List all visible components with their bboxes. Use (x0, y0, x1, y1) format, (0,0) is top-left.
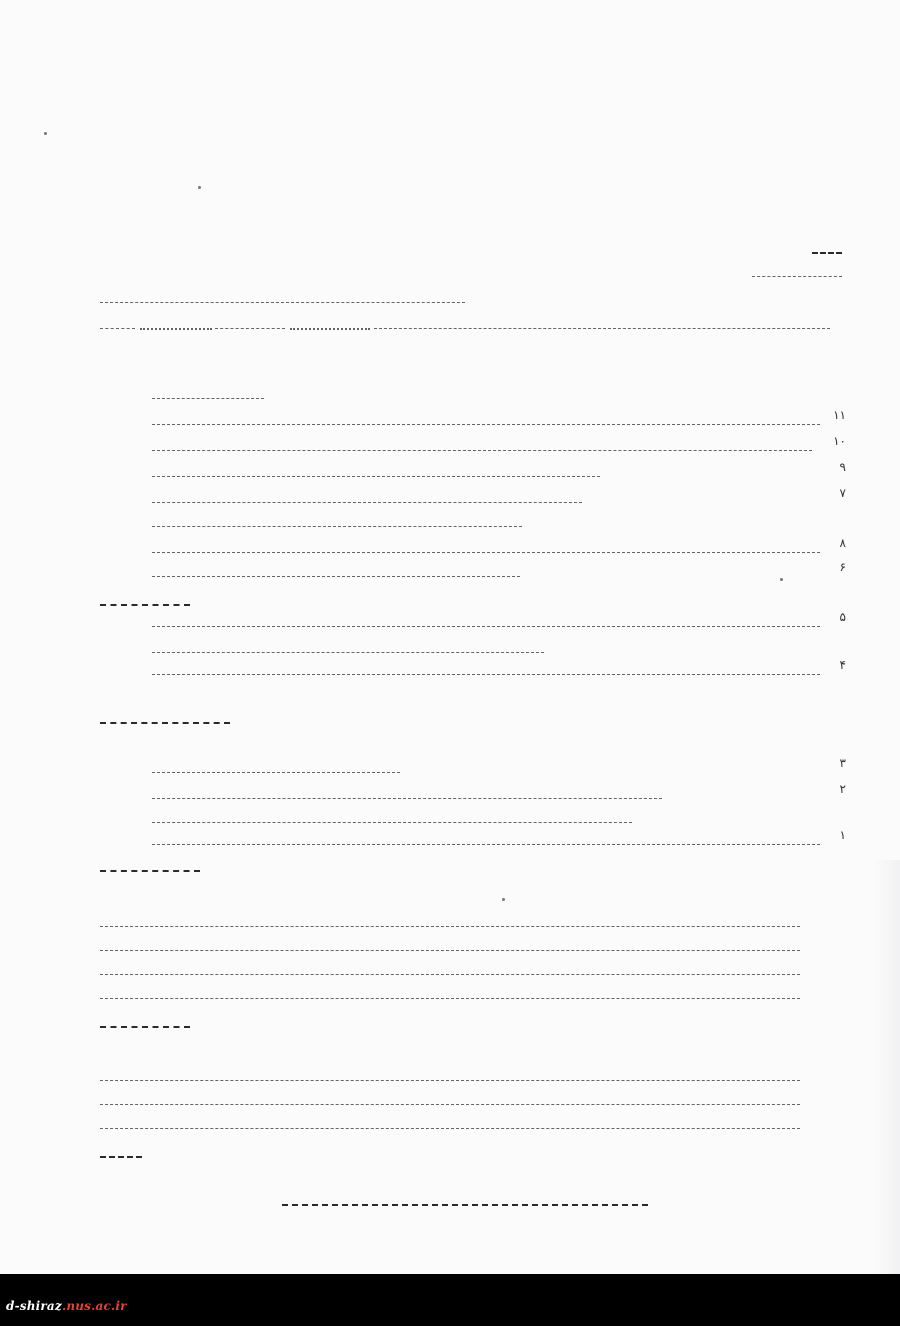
section-heading (100, 1010, 190, 1028)
blank-field (140, 314, 212, 330)
brand-accent: .nus.ac.ir (61, 1299, 127, 1313)
section-heading (100, 854, 200, 872)
intro-line (100, 288, 465, 303)
paragraph-line (100, 936, 800, 951)
paragraph-line (100, 1114, 800, 1129)
site-brand[interactable] (6, 1299, 127, 1313)
list-item-line (152, 830, 820, 845)
list-number: ۸ (839, 536, 846, 550)
list-item-line (152, 808, 632, 823)
paragraph-line (100, 1090, 800, 1105)
list-number: ۲ (839, 782, 846, 796)
list-item-line (152, 436, 812, 451)
list-number: ۵ (839, 610, 846, 624)
dust-speck (780, 578, 783, 581)
footer-bar (0, 1274, 900, 1326)
list-item-line (152, 512, 522, 527)
section-heading (100, 1140, 142, 1158)
dust-speck (198, 186, 201, 189)
blank-field (290, 314, 370, 330)
list-item-line (152, 410, 820, 425)
list-number: ۹ (839, 460, 846, 474)
dust-speck (502, 898, 505, 901)
list-number: ۳ (839, 756, 846, 770)
list-item-line (152, 488, 582, 503)
list-number: ۷ (839, 486, 846, 500)
list-number: ۱۰ (833, 434, 846, 448)
scan-edge-shadow (874, 860, 900, 1274)
intro-line (374, 314, 830, 329)
list-number: ۱ (839, 828, 846, 842)
paragraph-line (100, 960, 800, 975)
list-item-line (152, 612, 820, 627)
list-item-line (152, 758, 400, 773)
list-item-line (152, 538, 820, 553)
dust-speck (44, 132, 47, 135)
list-item-line (152, 638, 544, 653)
closing-statement (282, 1188, 648, 1206)
list-number: ۶ (839, 560, 846, 574)
list-item-line (152, 462, 600, 477)
list-item-line (152, 562, 520, 577)
list-number: ۱۱ (833, 408, 846, 422)
section-heading (100, 706, 230, 724)
paragraph-line (100, 984, 800, 999)
brand-main: d-shiraz (6, 1299, 62, 1313)
intro-line (215, 314, 285, 329)
list-item-line (152, 784, 662, 799)
list-item-line (152, 660, 820, 675)
intro-line (100, 314, 135, 329)
header-line (752, 262, 842, 277)
section-heading (100, 588, 190, 606)
paragraph-line (100, 1066, 800, 1081)
list-heading-line (152, 384, 264, 399)
list-number: ۴ (839, 658, 846, 672)
paragraph-line (100, 912, 800, 927)
header-word (812, 236, 842, 254)
